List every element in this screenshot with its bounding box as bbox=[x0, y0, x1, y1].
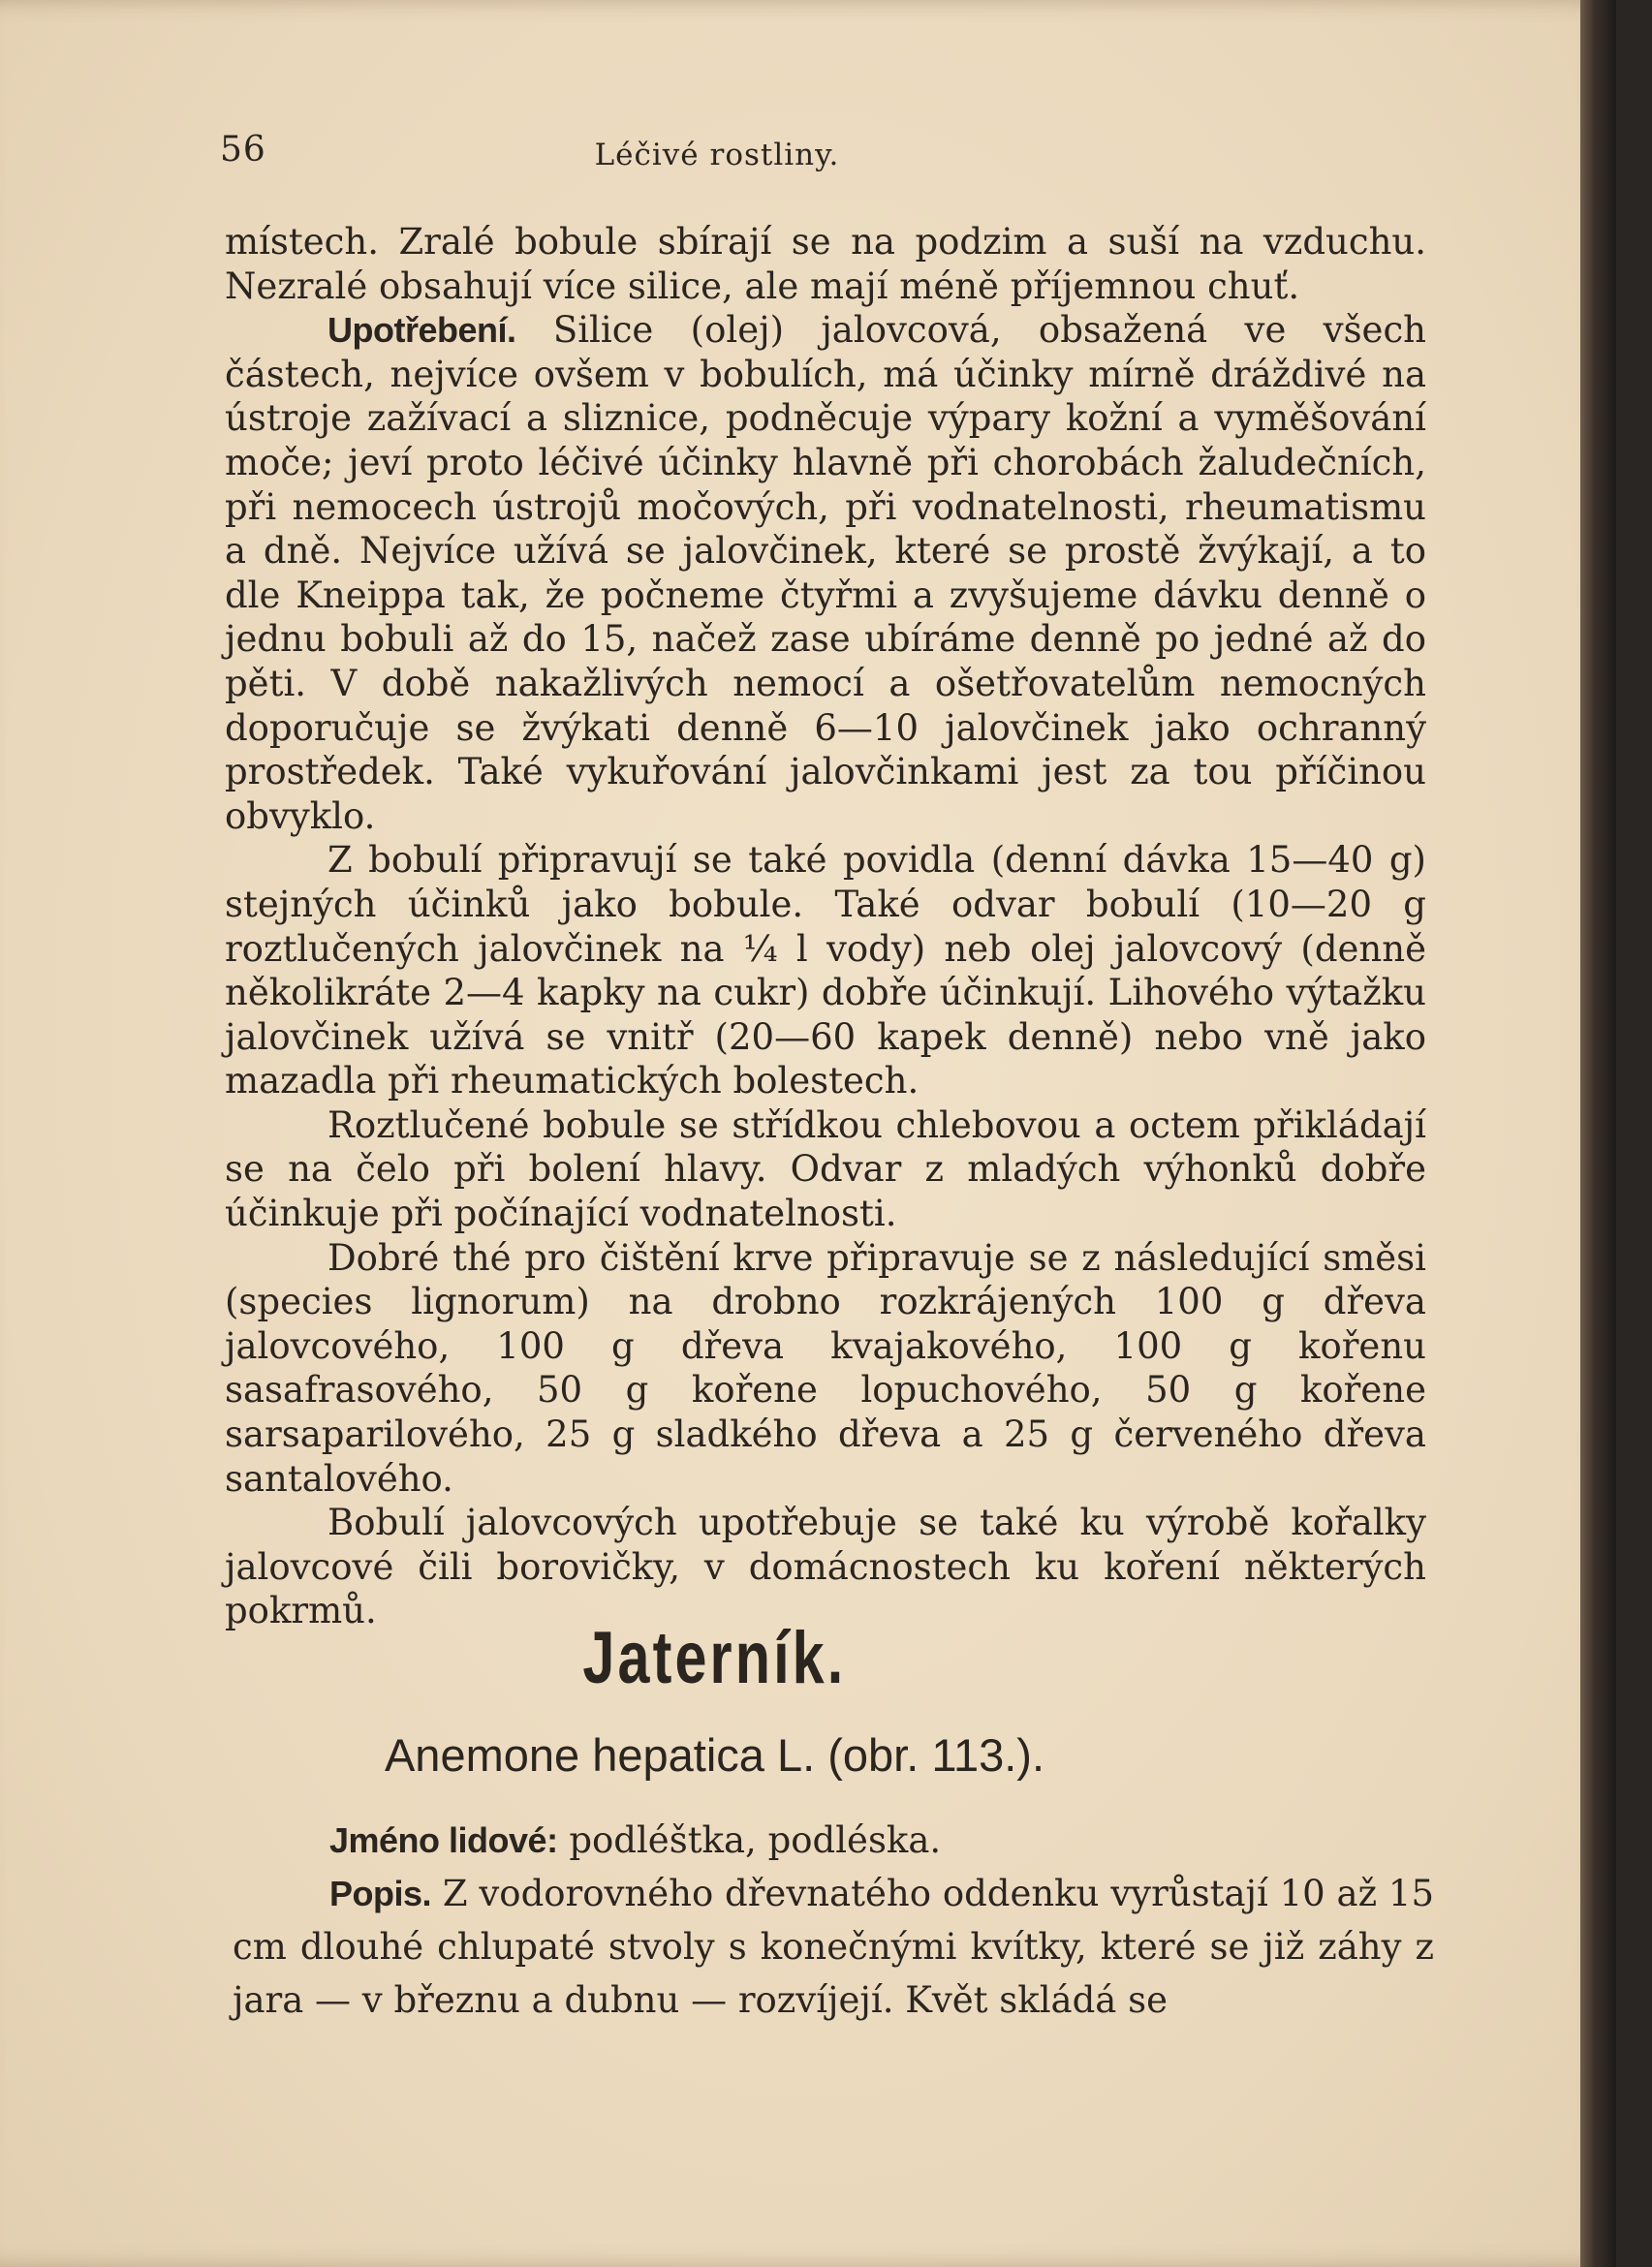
running-title: Léčivé rostliny. bbox=[594, 138, 840, 172]
main-text bbox=[225, 220, 1426, 1633]
paragraph-povidla: Z bobulí připravují se také povidla (denní dávka 15—40 g) stejných účinků jako bobule. Také odvar bobulí (10—20 g roztlučených jalovčinek na ¼ l vody) neb olej jalovcový (denně několikráte 2—4 kapky na cukr) dobře účinkují. Lihového výtažku jalovčinek užívá se vnitř (20—60 kapek denně) nebo vně jako mazadla při rheumatických bolestech. bbox=[225, 839, 1426, 1102]
usage-text: Silice (olej) jalovcová, obsažená ve všech částech, nejvíce ovšem v bobulích, má účinky mírně dráždivé na ústroje zažívací a sliznice, podněcuje výpary kožní a vyměšování moče; jeví proto léčivé účinky hlavně při chorobách žaludečních, při nemocech ústrojů močových, při vodnatelnosti, rheumatismu a dně. Nejvíce užívá se jalovčinek, které se prostě žvýkají, a to dle Kneippa tak, že počneme čtyřmi a zvyšujeme dávku denně o jednu bobuli až do 15, načež zase ubíráme denně po jedné až do pěti. V době nakažlivých nemocí a ošetřovatelům nemocných doporučuje se žvýkati denně 6—10 jalovčinek jako ochranný prostředek. Také vykuřování jalovčinkami jest za tou příčinou obvyklo. bbox=[225, 309, 1427, 837]
paragraph-tea: Dobré thé pro čištění krve připravuje se z následující směsi (species lignorum) na drobno rozkrájených 100 g dřeva jalovcového, 100 g dřeva kvajakového, 100 g kořenu sasafrasového, 50 g kořene lopuchového, 50 g kořene sarsaparilového, 25 g sladkého dřeva a 25 g červeného dřeva santalového. bbox=[225, 1236, 1426, 1500]
folk-name-label: Jméno lidové: bbox=[329, 1820, 558, 1860]
description-label: Popis. bbox=[329, 1874, 432, 1913]
continuation-paragraph: místech. Zralé bobule sbírají se na podzim a suší na vzduchu. Nezralé obsahují více silice, ale mají méně příjemnou chuť. bbox=[225, 221, 1426, 307]
page-number: 56 bbox=[220, 130, 266, 170]
section-text bbox=[233, 1814, 1434, 2027]
description-paragraph bbox=[233, 1867, 1434, 2027]
paragraph-liquor: Bobulí jalovcových upotřebuje se také ku výrobě kořalky jalovcové čili borovičky, v domácnostech ku koření některých pokrmů. bbox=[225, 1502, 1426, 1632]
section-subtitle: Anemone hepatica L. (obr. 113.). bbox=[384, 1729, 1045, 1781]
usage-label: Upotřebení. bbox=[327, 310, 516, 351]
paragraph-headache: Roztlučené bobule se střídkou chlebovou a octem přikládají se na čelo při bolení hlavy. Odvar z mladých výhonků dobře účinkuje při počínající vodnatelnosti. bbox=[225, 1103, 1426, 1235]
folk-name-value: podléštka, podléska. bbox=[569, 1819, 942, 1861]
section-title: Jaterník. bbox=[582, 1617, 847, 1699]
usage-paragraph bbox=[225, 308, 1426, 838]
folk-name-paragraph bbox=[233, 1814, 1434, 1867]
description-text: Z vodorovného dřevnatého oddenku vyrůstají 10 až 15 cm dlouhé chlupaté stvoly s konečnými kvítky, které se již záhy z jara — v březnu a dubnu — rozvíjejí. Květ skládá se bbox=[233, 1873, 1434, 2021]
page-edge bbox=[1580, 0, 1616, 2267]
